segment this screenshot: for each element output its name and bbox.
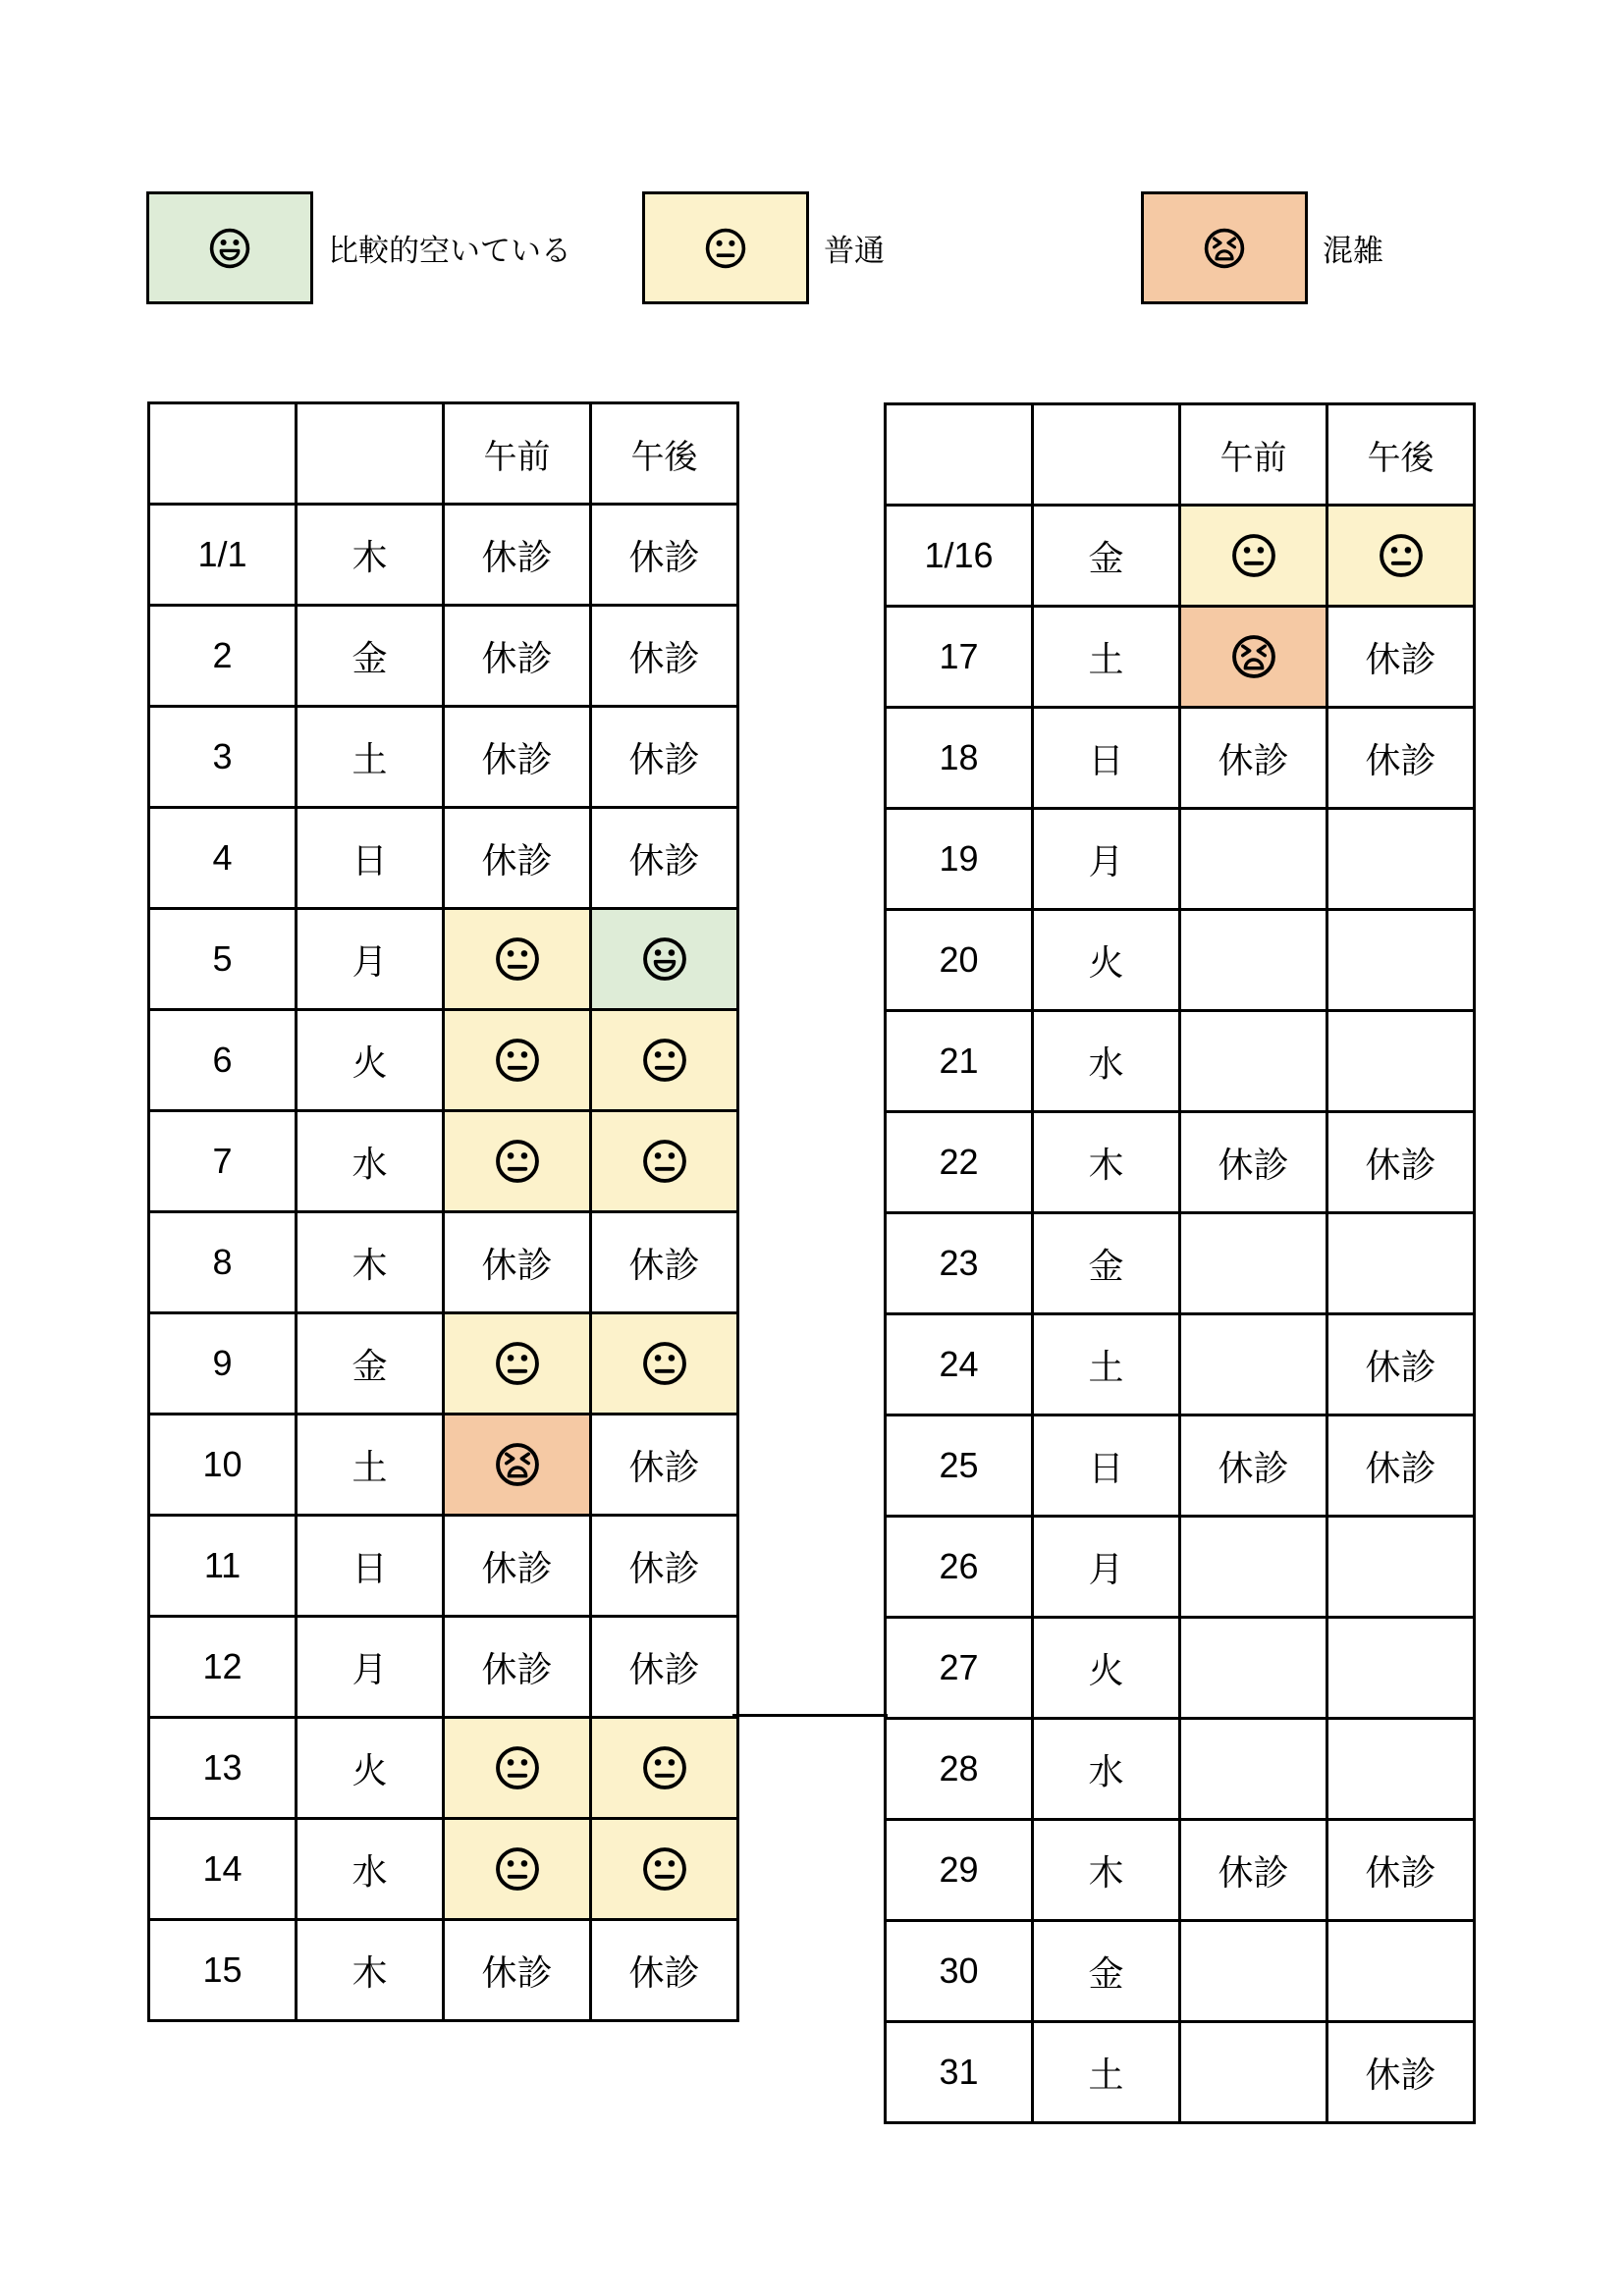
legend-item-free xyxy=(146,191,571,304)
day-cell: 水 xyxy=(297,1819,444,1920)
status-cell-closed: 休診 xyxy=(591,1617,738,1718)
date-cell: 23 xyxy=(886,1213,1033,1314)
status-cell-empty xyxy=(1180,1213,1327,1314)
status-cell-empty xyxy=(1327,1517,1475,1618)
header-pm: 午後 xyxy=(1327,404,1475,506)
neutral-face-icon xyxy=(492,1035,543,1086)
status-cell-closed: 休診 xyxy=(444,1212,591,1313)
status-cell-normal xyxy=(1327,506,1475,607)
date-cell: 9 xyxy=(149,1313,297,1415)
neutral-face-icon xyxy=(492,934,543,985)
status-cell-empty xyxy=(1180,1719,1327,1820)
date-cell: 28 xyxy=(886,1719,1033,1820)
date-cell: 20 xyxy=(886,910,1033,1011)
status-cell-closed: 休診 xyxy=(591,707,738,808)
day-cell: 月 xyxy=(297,1617,444,1718)
status-cell-closed: 休診 xyxy=(444,707,591,808)
status-cell-empty xyxy=(1180,809,1327,910)
date-cell: 1/16 xyxy=(886,506,1033,607)
neutral-face-icon xyxy=(492,1338,543,1389)
status-cell-closed: 休診 xyxy=(444,1516,591,1617)
status-cell-normal xyxy=(444,909,591,1010)
status-cell-closed: 休診 xyxy=(1180,1820,1327,1921)
date-cell: 1/1 xyxy=(149,505,297,606)
status-cell-empty xyxy=(1327,910,1475,1011)
calendar-row xyxy=(886,1719,1475,1820)
day-cell: 金 xyxy=(297,1313,444,1415)
date-cell: 10 xyxy=(149,1415,297,1516)
calendar-row xyxy=(149,1313,738,1415)
status-cell-empty xyxy=(1327,1618,1475,1719)
calendar-table-second-half xyxy=(884,402,1476,2124)
status-cell-normal xyxy=(444,1313,591,1415)
day-cell: 土 xyxy=(297,1415,444,1516)
day-cell: 金 xyxy=(1033,1921,1180,2022)
header-row xyxy=(149,403,738,505)
grinning-face-icon xyxy=(206,225,253,272)
status-cell-closed: 休診 xyxy=(1327,1314,1475,1415)
date-cell: 4 xyxy=(149,808,297,909)
legend-box-normal xyxy=(642,191,809,304)
status-cell-empty xyxy=(1327,1921,1475,2022)
calendar-row xyxy=(149,1819,738,1920)
date-cell: 12 xyxy=(149,1617,297,1718)
status-cell-empty xyxy=(1327,1719,1475,1820)
calendar-row xyxy=(149,505,738,606)
date-cell: 26 xyxy=(886,1517,1033,1618)
calendar-row xyxy=(149,1212,738,1313)
status-cell-normal xyxy=(591,1819,738,1920)
neutral-face-icon xyxy=(1228,530,1279,581)
status-cell-closed: 休診 xyxy=(591,808,738,909)
calendar-row xyxy=(149,909,738,1010)
status-cell-closed: 休診 xyxy=(444,1920,591,2021)
persevering-face-icon xyxy=(1201,225,1248,272)
header-am: 午前 xyxy=(1180,404,1327,506)
date-cell: 30 xyxy=(886,1921,1033,2022)
calendar-row xyxy=(149,1415,738,1516)
status-cell-closed: 休診 xyxy=(591,1920,738,2021)
calendar-row xyxy=(886,1314,1475,1415)
day-cell: 月 xyxy=(1033,809,1180,910)
status-cell-normal xyxy=(591,1313,738,1415)
legend-label-normal: 普通 xyxy=(824,234,885,268)
status-cell-normal xyxy=(444,1819,591,1920)
header-am: 午前 xyxy=(444,403,591,505)
neutral-face-icon xyxy=(702,225,749,272)
legend-label-free: 比較的空いている xyxy=(328,234,571,268)
calendar-row xyxy=(149,1920,738,2021)
date-cell: 8 xyxy=(149,1212,297,1313)
neutral-face-icon xyxy=(639,1035,690,1086)
day-cell: 金 xyxy=(297,606,444,707)
day-cell: 木 xyxy=(1033,1820,1180,1921)
date-cell: 24 xyxy=(886,1314,1033,1415)
status-cell-closed: 休診 xyxy=(444,505,591,606)
day-cell: 木 xyxy=(1033,1112,1180,1213)
date-cell: 25 xyxy=(886,1415,1033,1517)
calendar-row xyxy=(886,1618,1475,1719)
day-cell: 月 xyxy=(297,909,444,1010)
status-cell-empty xyxy=(1180,1618,1327,1719)
day-cell: 日 xyxy=(1033,1415,1180,1517)
day-cell: 月 xyxy=(1033,1517,1180,1618)
status-cell-empty xyxy=(1180,1314,1327,1415)
calendar-row xyxy=(149,1111,738,1212)
calendar-row xyxy=(149,1516,738,1617)
calendar-row xyxy=(149,707,738,808)
calendar-row xyxy=(886,2022,1475,2123)
calendar-row xyxy=(886,809,1475,910)
day-cell: 日 xyxy=(297,808,444,909)
status-cell-crowded xyxy=(1180,607,1327,708)
date-cell: 31 xyxy=(886,2022,1033,2123)
day-cell: 木 xyxy=(297,1920,444,2021)
status-cell-closed: 休診 xyxy=(1327,607,1475,708)
date-cell: 14 xyxy=(149,1819,297,1920)
day-cell: 金 xyxy=(1033,1213,1180,1314)
calendar-row xyxy=(149,1010,738,1111)
date-cell: 13 xyxy=(149,1718,297,1819)
calendar-row xyxy=(886,708,1475,809)
calendar-row xyxy=(149,808,738,909)
legend-box-free xyxy=(146,191,313,304)
day-cell: 火 xyxy=(297,1718,444,1819)
day-cell: 土 xyxy=(1033,607,1180,708)
persevering-face-icon xyxy=(1228,631,1279,682)
status-cell-empty xyxy=(1327,1213,1475,1314)
status-cell-empty xyxy=(1180,1517,1327,1618)
date-cell: 22 xyxy=(886,1112,1033,1213)
neutral-face-icon xyxy=(639,1338,690,1389)
calendar-row xyxy=(886,910,1475,1011)
header-pm: 午後 xyxy=(591,403,738,505)
day-cell: 日 xyxy=(1033,708,1180,809)
status-cell-closed: 休診 xyxy=(1327,1112,1475,1213)
calendar-row xyxy=(886,1112,1475,1213)
day-cell: 金 xyxy=(1033,506,1180,607)
status-cell-closed: 休診 xyxy=(444,606,591,707)
date-cell: 3 xyxy=(149,707,297,808)
calendar-row xyxy=(886,1820,1475,1921)
neutral-face-icon xyxy=(492,1843,543,1895)
header-empty-date xyxy=(886,404,1033,506)
status-cell-closed: 休診 xyxy=(591,1415,738,1516)
day-cell: 水 xyxy=(297,1111,444,1212)
date-cell: 29 xyxy=(886,1820,1033,1921)
legend-item-crowded xyxy=(1141,191,1383,304)
status-cell-closed: 休診 xyxy=(1327,708,1475,809)
date-cell: 7 xyxy=(149,1111,297,1212)
day-cell: 木 xyxy=(297,1212,444,1313)
date-cell: 15 xyxy=(149,1920,297,2021)
neutral-face-icon xyxy=(639,1843,690,1895)
legend-box-crowded xyxy=(1141,191,1308,304)
status-cell-free xyxy=(591,909,738,1010)
day-cell: 木 xyxy=(297,505,444,606)
day-cell: 日 xyxy=(297,1516,444,1617)
date-cell: 19 xyxy=(886,809,1033,910)
header-empty-day xyxy=(1033,404,1180,506)
header-row xyxy=(886,404,1475,506)
date-cell: 11 xyxy=(149,1516,297,1617)
header-empty-day xyxy=(297,403,444,505)
legend-label-crowded: 混雑 xyxy=(1323,234,1383,268)
status-cell-empty xyxy=(1180,2022,1327,2123)
status-cell-closed: 休診 xyxy=(1180,1112,1327,1213)
calendar-row xyxy=(886,607,1475,708)
day-cell: 火 xyxy=(1033,910,1180,1011)
calendar-row xyxy=(886,1517,1475,1618)
calendar-row xyxy=(149,1617,738,1718)
status-cell-closed: 休診 xyxy=(591,505,738,606)
status-cell-closed: 休診 xyxy=(1180,708,1327,809)
status-cell-normal xyxy=(444,1111,591,1212)
header-empty-date xyxy=(149,403,297,505)
date-cell: 18 xyxy=(886,708,1033,809)
status-cell-closed: 休診 xyxy=(591,1516,738,1617)
calendar-row xyxy=(149,1718,738,1819)
date-cell: 2 xyxy=(149,606,297,707)
status-cell-empty xyxy=(1327,1011,1475,1112)
neutral-face-icon xyxy=(639,1742,690,1793)
status-cell-closed: 休診 xyxy=(444,808,591,909)
calendar-row xyxy=(886,1011,1475,1112)
persevering-face-icon xyxy=(492,1439,543,1490)
day-cell: 土 xyxy=(1033,1314,1180,1415)
status-cell-normal xyxy=(591,1010,738,1111)
neutral-face-icon xyxy=(1376,530,1427,581)
day-cell: 土 xyxy=(297,707,444,808)
grinning-face-icon xyxy=(639,934,690,985)
status-cell-normal xyxy=(444,1010,591,1111)
date-cell: 5 xyxy=(149,909,297,1010)
status-cell-closed: 休診 xyxy=(1327,2022,1475,2123)
status-cell-empty xyxy=(1180,1921,1327,2022)
date-cell: 6 xyxy=(149,1010,297,1111)
table-connector-line xyxy=(732,1714,888,1717)
status-cell-normal xyxy=(591,1718,738,1819)
calendar-row xyxy=(886,1213,1475,1314)
neutral-face-icon xyxy=(492,1742,543,1793)
day-cell: 水 xyxy=(1033,1719,1180,1820)
calendar-row xyxy=(149,606,738,707)
neutral-face-icon xyxy=(492,1136,543,1187)
status-cell-normal xyxy=(1180,506,1327,607)
status-cell-closed: 休診 xyxy=(1327,1820,1475,1921)
status-cell-closed: 休診 xyxy=(591,1212,738,1313)
neutral-face-icon xyxy=(639,1136,690,1187)
legend-item-normal xyxy=(642,191,885,304)
status-cell-closed: 休診 xyxy=(1327,1415,1475,1517)
calendar-table-first-half xyxy=(147,401,739,2022)
status-cell-empty xyxy=(1180,1011,1327,1112)
date-cell: 17 xyxy=(886,607,1033,708)
calendar-row xyxy=(886,1921,1475,2022)
status-cell-normal xyxy=(591,1111,738,1212)
status-cell-normal xyxy=(444,1718,591,1819)
status-cell-closed: 休診 xyxy=(591,606,738,707)
status-cell-closed: 休診 xyxy=(444,1617,591,1718)
status-cell-empty xyxy=(1180,910,1327,1011)
date-cell: 21 xyxy=(886,1011,1033,1112)
calendar-row xyxy=(886,1415,1475,1517)
date-cell: 27 xyxy=(886,1618,1033,1719)
status-cell-crowded xyxy=(444,1415,591,1516)
status-cell-empty xyxy=(1327,809,1475,910)
day-cell: 土 xyxy=(1033,2022,1180,2123)
day-cell: 水 xyxy=(1033,1011,1180,1112)
day-cell: 火 xyxy=(297,1010,444,1111)
day-cell: 火 xyxy=(1033,1618,1180,1719)
status-cell-closed: 休診 xyxy=(1180,1415,1327,1517)
calendar-row xyxy=(886,506,1475,607)
